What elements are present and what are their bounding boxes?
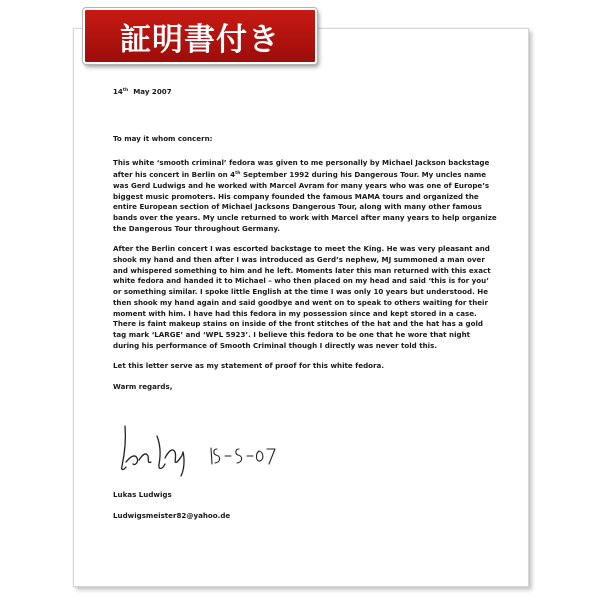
handwritten-signature xyxy=(113,418,293,478)
letter-paragraph-2: After the Berlin concert I was escorted backstage to meet the King. He was very pleasant and shook my hand and then after I was introduced as Gerd’s nephew, MJ summoned a man over and whispered something to him and he left. Moments later this man returned with this exact white fedora and handed it to Michael – who then placed on my head and said ‘this is for you’ or something similar. I spoke little English at the time I was only 10 years but understood. He then shook my hand again and said goodbye and went on to speak to others waiting for their moment with him. I have had this fedora in my possession since and kept stored in a case. There is faint makeup stains on inside of the front stitches of the hat and the hat has a gold tag mark ‘LARGE’ and ‘WPL 5923’. I believe this fedora to be one that he wore that night during his performance of Smooth Criminal though I directly was never told this. xyxy=(113,244,491,350)
date-suffix: th xyxy=(122,88,129,93)
paragraph-1-sup: th xyxy=(235,171,241,177)
paragraph-1-part-a: This white ‘smooth criminal’ fedora was given to me personally by Michael Jackson backstage after his concert in Berlin on 4 xyxy=(113,158,490,180)
letter-greeting: To may it whom concern: xyxy=(113,133,213,143)
letter-body xyxy=(113,86,498,393)
date-day: 14 xyxy=(113,87,123,96)
letter-closing: Warm regards, xyxy=(113,382,173,392)
letter-date xyxy=(113,86,498,98)
letter-paragraph-1 xyxy=(113,158,498,234)
certificate-banner xyxy=(83,8,317,64)
signatory-name: Lukas Ludwigs xyxy=(113,490,172,499)
letter-paragraph-3: Let this letter serve as my statement of proof for this white fedora. xyxy=(113,361,385,371)
paragraph-1-part-b: September 1992 during his Dangerous Tour. My uncles name was Gerd Ludwigs and he worked with Marcel Avram for many years who was one of Europe’s biggest music promoters. His company founded the famous MAMA tours and organized the entire European section of Michael Jacksons Dangerous Tour, along with many other famous bands over the years. My uncle returned to work with Marcel after many years to help organize the Dangerous Tour throughout Germany. xyxy=(113,170,497,233)
signatory-email: Ludwigsmeister82@yahoo.de xyxy=(113,511,231,520)
date-rest: May 2007 xyxy=(133,87,172,96)
certificate-banner-text: 証明書付き xyxy=(120,21,280,58)
